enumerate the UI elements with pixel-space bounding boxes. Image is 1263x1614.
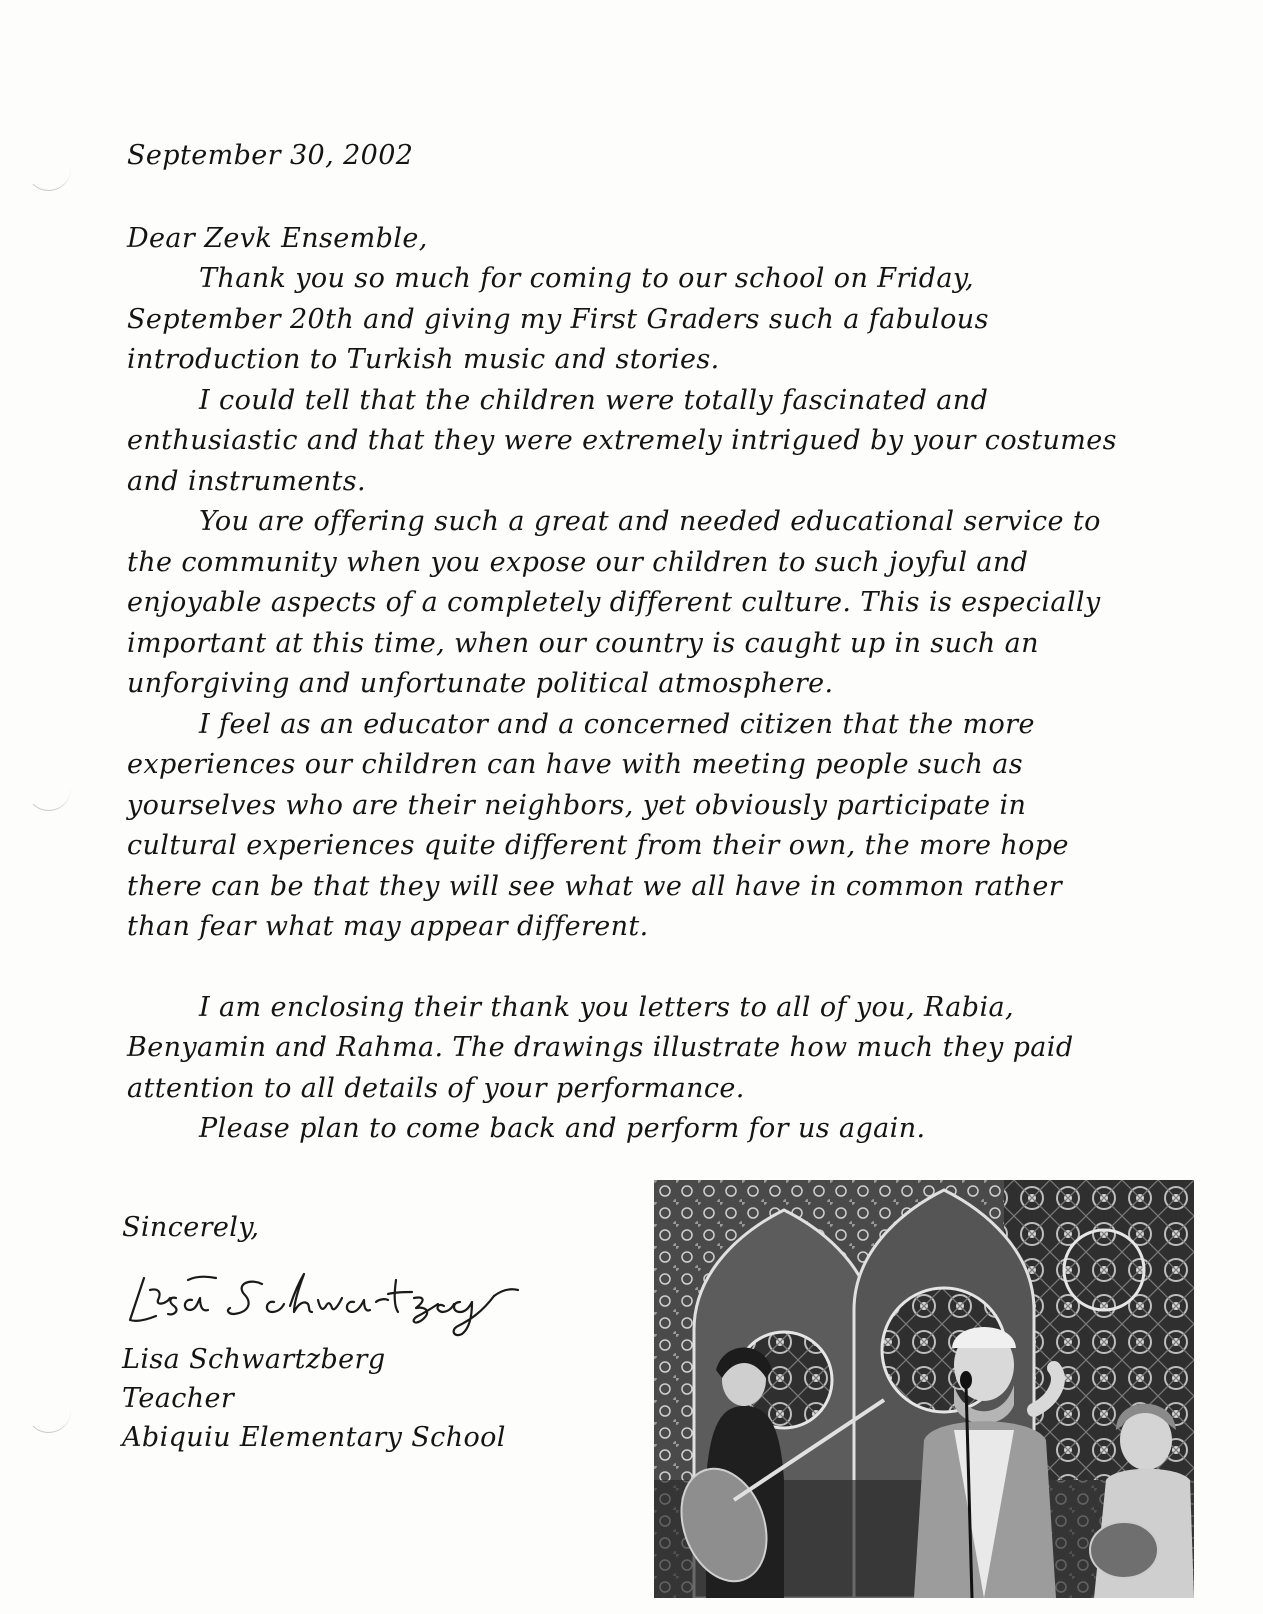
performance-photo-illustration: [654, 1180, 1194, 1598]
paragraph-thanks: Thank you so much for coming to our school on Friday, September 20th and giving my First Graders such a fabulous introduction to Turkish music and stories.: [127, 263, 989, 375]
signer-name: Lisa Schwartzberg: [122, 1344, 386, 1375]
letter-body: [127, 136, 1127, 1150]
paragraph-enclosing: I am enclosing their thank you letters to all of you, Rabia, Benyamin and Rahma. The drawings illustrate how much they paid attention to all details of your performance.: [127, 991, 1074, 1104]
punch-hole-middle: [26, 776, 71, 811]
paragraph-come-back: Please plan to come back and perform for us again.: [199, 1113, 926, 1144]
handwritten-signature: [122, 1250, 542, 1340]
ensemble-performance-photo: [654, 1180, 1194, 1598]
paragraph-educator: I feel as an educator and a concerned citizen that the more experiences our children can have with meeting people such as yourselves who are their neighbors, yet obviously participate in cultural experiences quite different from their own, the more hope there can be that they will see what we all have in common rather than fear what may appear different.: [127, 708, 1069, 942]
closing-block: [122, 1208, 602, 1457]
punch-hole-top: [26, 156, 71, 191]
signer-school: Abiquiu Elementary School: [122, 1422, 506, 1453]
paragraph-fascinated: I could tell that the children were totally fascinated and enthusiastic and that they were extremely intrigued by your costumes and instruments.: [127, 384, 1117, 497]
punch-hole-bottom: [26, 1398, 71, 1433]
signer-title: Teacher: [122, 1383, 235, 1414]
letter-date: September 30, 2002: [127, 140, 414, 171]
paragraph-service: You are offering such a great and needed educational service to the community when you expose our children to such joyful and enjoyable aspects of a completely different culture. This is especially important at this time, when our country is caught up in such an unforgiving and unfortunate political atmosphere.: [127, 506, 1101, 699]
salutation: Dear Zevk Ensemble,: [127, 222, 428, 254]
closing-sincerely: Sincerely,: [122, 1212, 260, 1243]
paragraph-gap: [127, 948, 1127, 988]
